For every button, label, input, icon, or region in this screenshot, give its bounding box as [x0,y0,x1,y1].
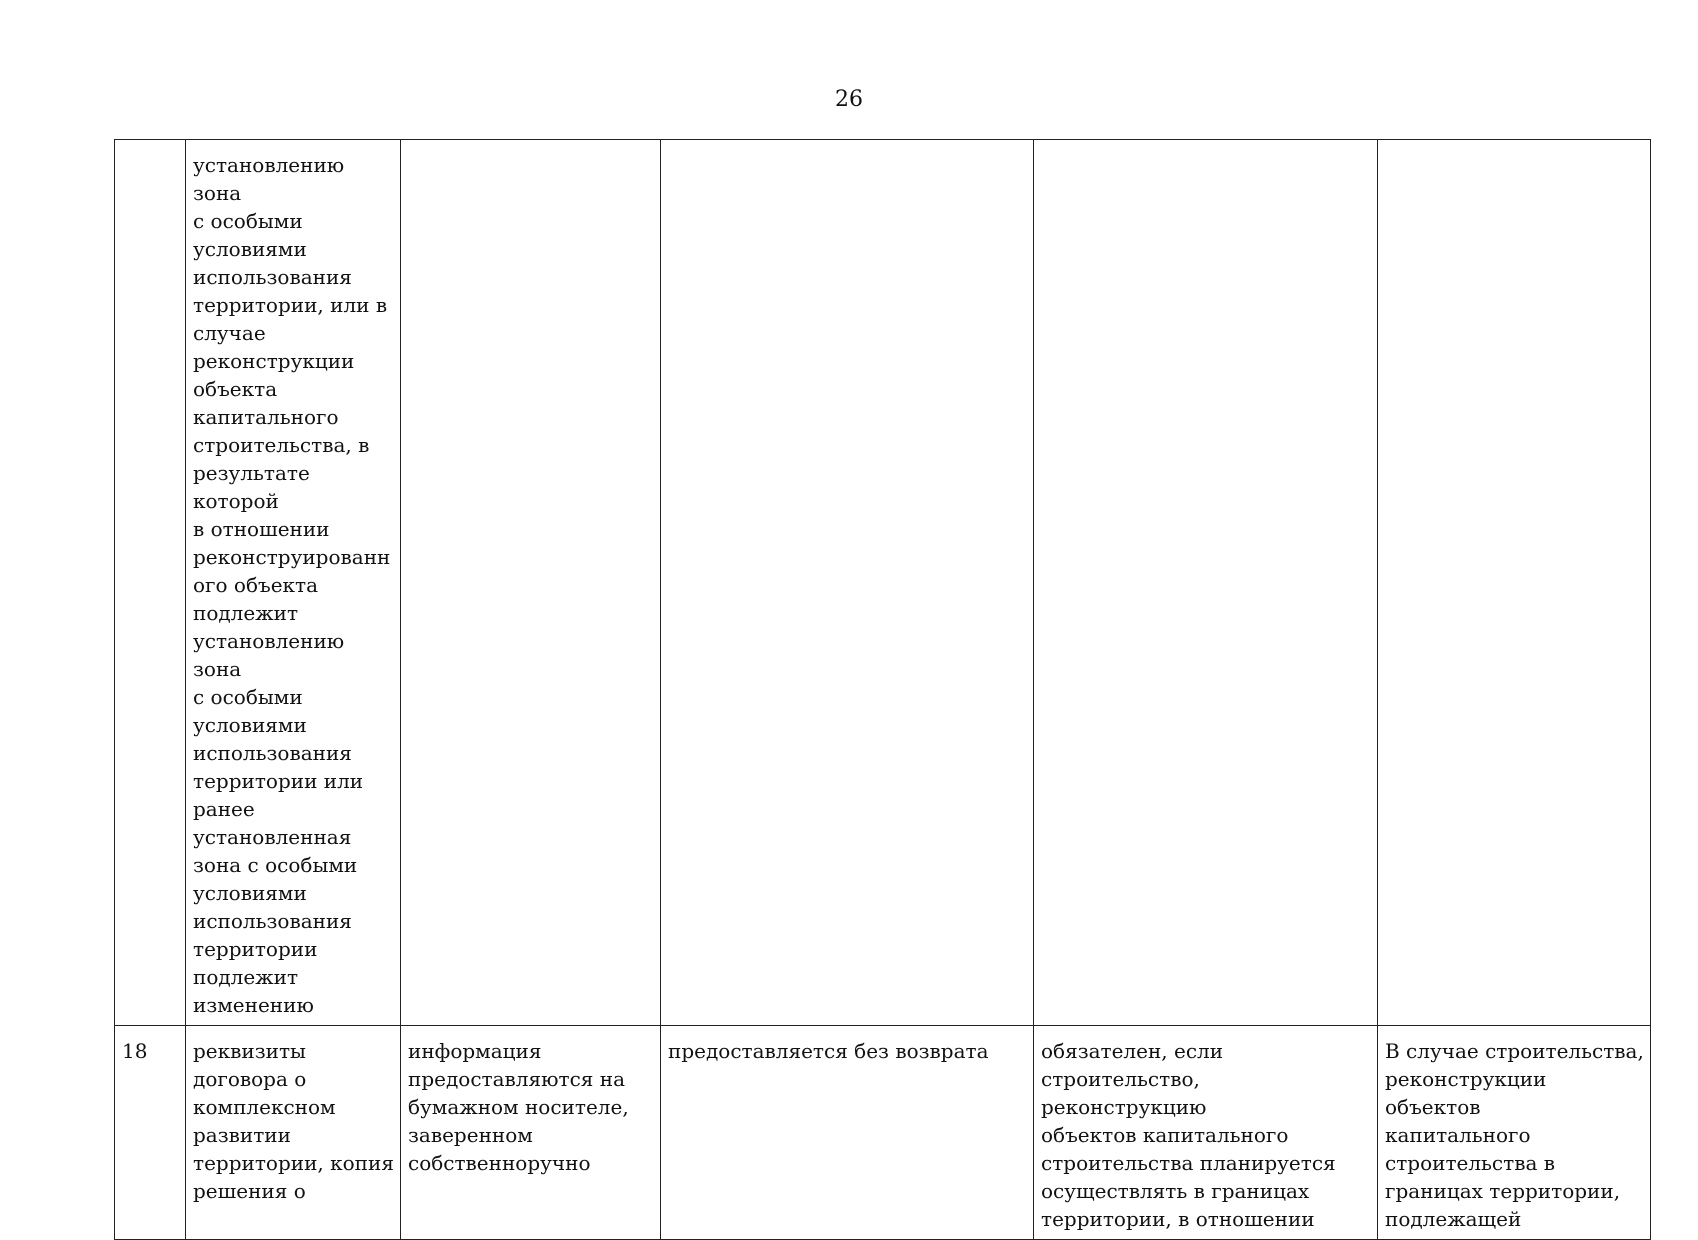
table-row [115,1026,1651,1240]
document-name-cell: реквизиты договора о комплексном развитии территории, копия решения о [186,1026,401,1240]
table-row [115,140,1651,1026]
form-cell: информация предоставляются на бумажном носителе, заверенном собственноручно [401,1026,661,1240]
requirement-cell [1034,140,1378,1026]
document-table [114,139,1651,1240]
page-number: 26 [835,87,863,112]
condition-cell: В случае строительства, реконструкции объектов капитального строительства в границах территории, подлежащей [1378,1026,1651,1240]
document-name-cell: установлению зона с особыми условиями использования территории, или в случае реконструкции объекта капитального строительства, в результате которой в отношении реконструированн ого объекта подлежит установлению зона с особыми условиями использования территории или ранее установленная зона с особыми условиями использования территории подлежит изменению [186,140,401,1026]
return-cell: предоставляется без возврата [661,1026,1034,1240]
row-number-cell: 18 [115,1026,186,1240]
return-cell [661,140,1034,1026]
row-number-cell [115,140,186,1026]
condition-cell [1378,140,1651,1026]
form-cell [401,140,661,1026]
requirement-cell: обязателен, если строительство, реконструкцию объектов капитального строительства планируется осуществлять в границах территории, в отношении [1034,1026,1378,1240]
